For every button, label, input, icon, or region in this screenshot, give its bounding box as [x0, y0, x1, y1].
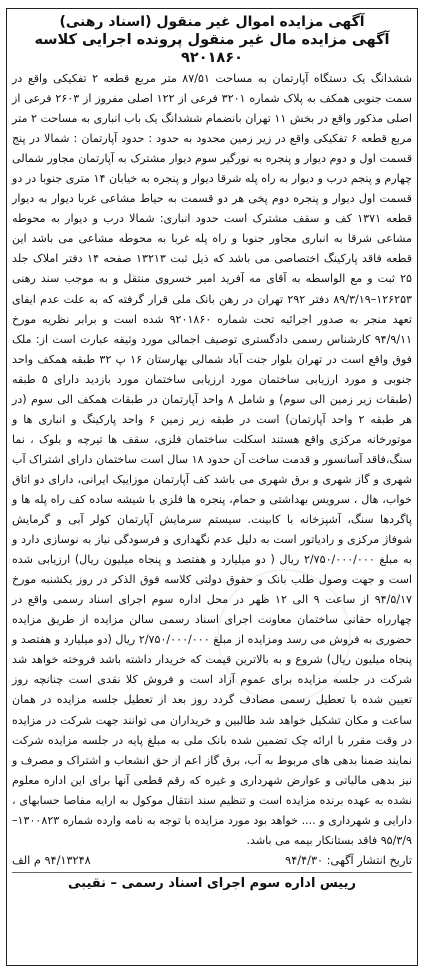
notice-footer: [12, 851, 412, 870]
signature: رییس اداره سوم اجرای اسناد رسمی – نقیبی: [12, 872, 412, 894]
reference-number: ۹۴/۱۳۲۴۸ م الف: [12, 853, 91, 867]
notice-title: آگهی مزایده اموال غیر منقول (اسناد رهنی): [59, 14, 365, 30]
publish-date: تاریخ انتشار آگهی: ۹۴/۴/۳۰: [285, 853, 412, 867]
notice-body: ششدانگ یک دستگاه آپارتمان به مساحت ۸۷/۵۱ متر مربع قطعه ۲ تفکیکی واقع در سمت جنوبی همکف به پلاک شماره ۳۲۰۱ فرعی از ۱۲۲ اصلی مفروز از ۲۶۰۳ فرعی از اصلی مذکور واقع در بخش ۱۱ تهران بانضمام ششدانگ یک باب انباری به مساحت ۲ متر مربع قطعه ۶ تفکیکی واقع در زیر زمین محدود به حدود : حدود آپارتمان : شمالا در پنج قسمت اول و دوم دیوار و پنجره به نورگیر سوم دیوار مشترک به آپارتمان مجاور شمالی چهارم و پنجم درب و دیوار به راه پله شرقا دیوار و پنجره به خیابان ۱۴ متری جنوبا در دو قسمت اول دیوار و پنجره دوم پخی هر دو قسمت به حیاط مشاعی غربا دیوار به دیوار قطعه ۱۳۷۱ کف و سقف مشترک است حدود انباری: شمالا درب و دیوار به محوطه مشاعی شرقا به انباری مجاور جنوبا و راه پله غربا به محوطه مشاعی می باشد این قطعه فاقد پارکینگ اختصاصی می باشد که ذیل ثبت ۱۳۲۱۳ صفحه ۱۴ دفتر املاک جلد ۲۵ ثبت و مع الواسطه به آقای مه آفرید امیر خسروی منتقل و به موجب سند رهنی ۱۲۶۲۵۳–۸۹/۳/۱۹ دفتر ۲۹۲ تهران در رهن بانک ملی قرار گرفته که به علت عدم ایفای تعهد منجر به صدور اجرائیه تحت شماره ۹۲۰۱۸۶۰ شده است و برابر نظریه مورخ ۹۴/۹/۱۱ کارشناس رسمی دادگستری توصیف اجمالی مورد وثیقه عبارت است از: ملک فوق واقع است در تهران بلوار جنت آباد شمالی بهارستان ۱۶ پ ۳۲ طبقه همکف واحد جنوبی و مورد ارزیابی ساختمان مورد ارزیابی ساختمان مورد بازدید دارای ۵ طبقه (طبقات زیر زمین الی سوم) و شامل ۸ واحد آپارتمان در طبقات همکف الی سوم (در هر طبقه ۲ واحد آپارتمان) است در طبقه زیر زمین ۶ واحد پارکینگ و انباری ها و موتورخانه مرکزی واقع هستند اسکلت ساختمان فلزی، سقف ها تیرچه و بلوک ، نما سنگ،فاقد آسانسور و قدمت ساخت آن حدود ۱۸ سال است ساختمان دارای اشتراک آب شهری و گاز شهری و برق شهری می باشد کف آپارتمان موزاییک ایرانی، دارای دو اتاق خواب، هال ، سرویس بهداشتی و حمام، پنجره ها فلزی با شیشه ساده کف راه پله ها و پاگردها سنگ، آشپزخانه با کابینت. سیستم سرمایش آپارتمان کولر آبی و گرمایش شوفاژ مرکزی و رادیاتور است به دلیل عدم نگهداری و فرسودگی نیاز به نوسازی دارد و به مبلغ ۲/۷۵۰/۰۰۰/۰۰۰ ریال ( دو میلیارد و هفتصد و پنجاه میلیون ریال) ارزیابی شده است و جهت وصول طلب بانک و حقوق دولتی کلاسه فوق الذکر در روز یکشنبه مورخ ۹۴/۵/۱۷ از ساعت ۹ الی ۱۲ ظهر در محل اداره سوم اجرای اسناد رسمی واقع در چهارراه حقانی ساختمان معاونت اجرای اسناد رسمی سالن مزایده از طریق مزایده حضوری به فروش می رسد ومزایده از مبلغ ۲/۷۵۰/۰۰۰/۰۰۰ ریال (دو میلیارد و هفتصد و پنجاه میلیون ریال) شروع و به بالاترین قیمت که خریدار داشته باشد فروخته خواهد شد شرکت در جلسه مزایده برای عموم آزاد است و فروش کلا نقدی است چنانچه روز تعیین شده با تعطیل رسمی مصادف گردد روز بعد از تعطیل جلسه مزایده در همان ساعت و مکان تشکیل خواهد شد طالبین و خریداران می توانند جهت شرکت در مزایده در وقت مقرر با ارائه چک تضمین شده بانک ملی به مبلغ پایه در جلسه مزایده شرکت نمایند ضمنا بدهی های مربوط به آب، برق گاز اعم از حق انشعاب و اشتراک و مصرف و نیز بدهی مالیاتی و عوارض شهرداری و غیره که رقم قطعی آنها برای این اداره معلوم نشده به عهده برنده مزایده است و تنظیم سند انتقال موکول به ارایه مفاصا حسابهای ، دارایی و شهرداری و .... خواهد بود مورد مزایده با توجه به نامه وارده شماره ۱۳۰۰۸۲۳–۹۵/۳/۹ فاقد بستانکار بیمه می باشد.: [12, 72, 413, 847]
notice-subtitle: آگهی مزایده مال غیر منقول پرونده اجرایی کلاسه ۹۲۰۱۸۶۰: [34, 32, 390, 66]
auction-notice: [6, 8, 418, 966]
